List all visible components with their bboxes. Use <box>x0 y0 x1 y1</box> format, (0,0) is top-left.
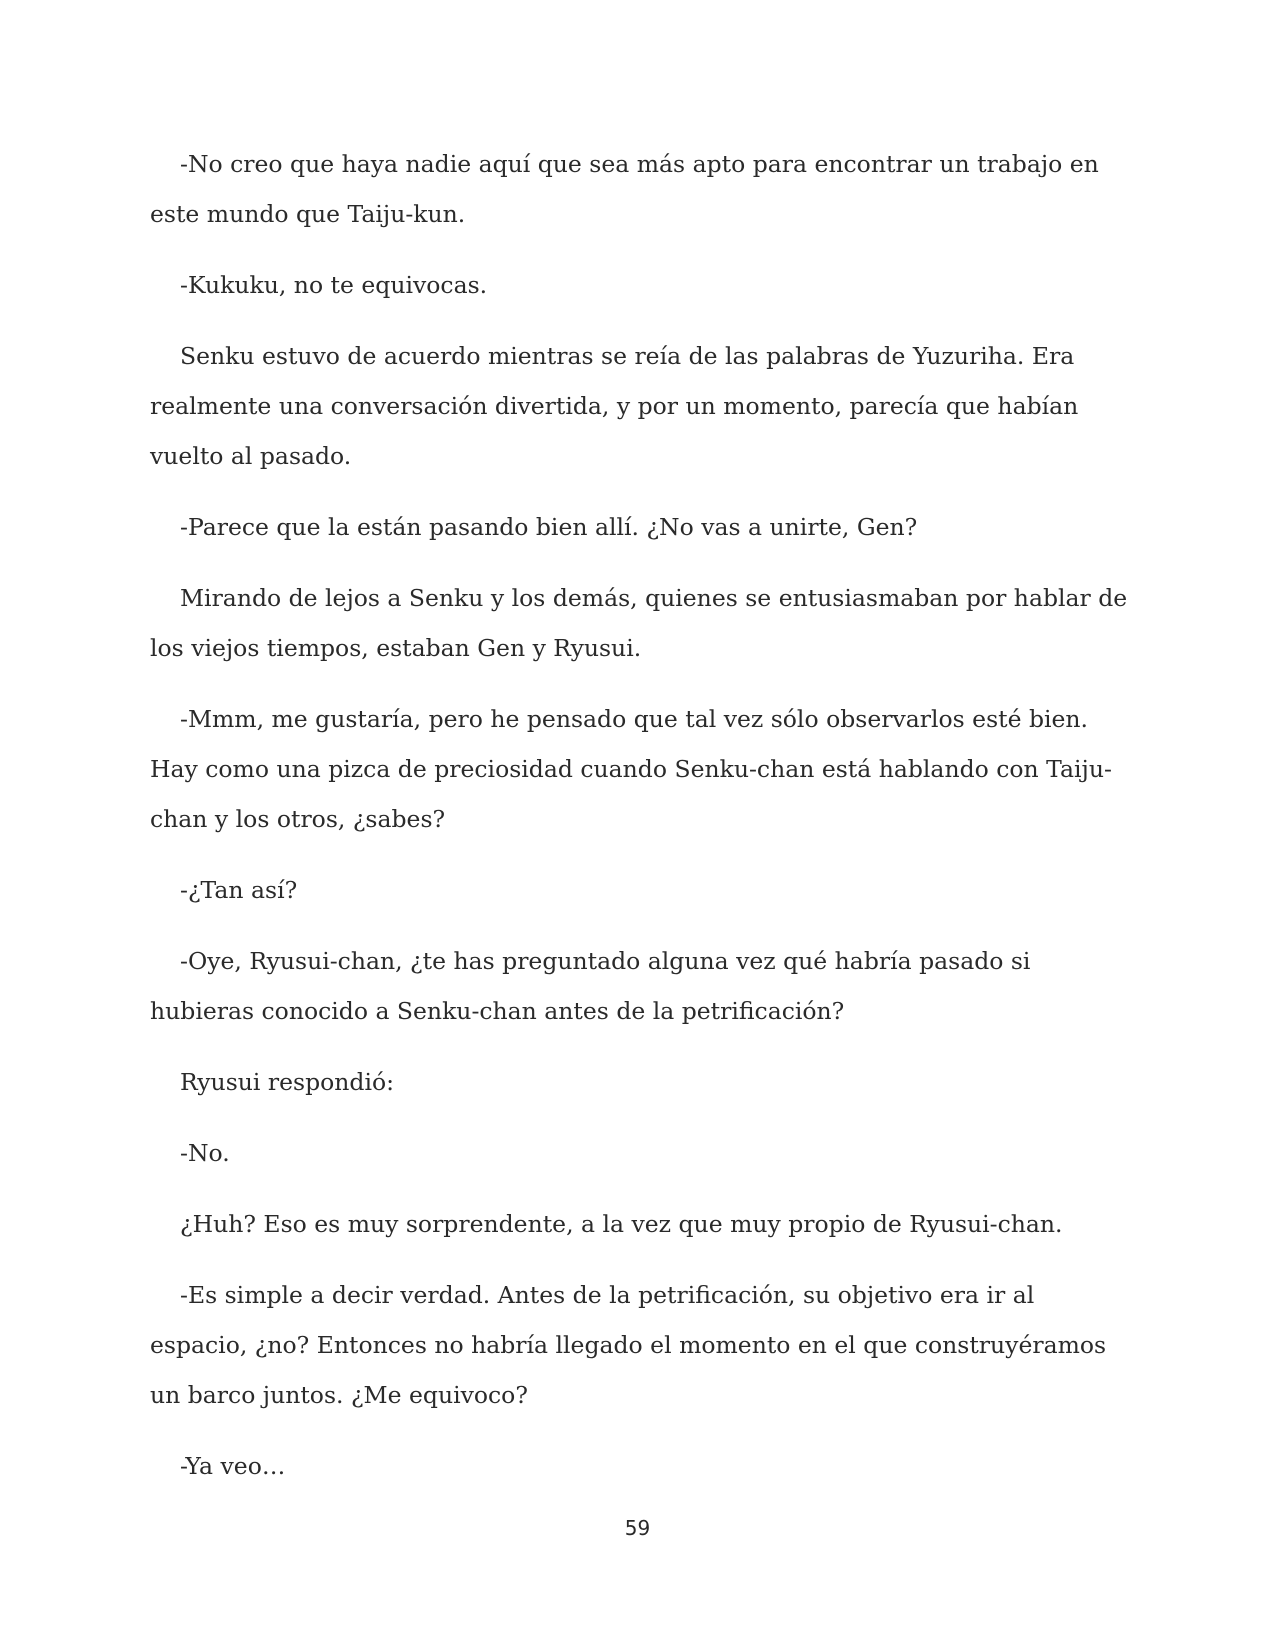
paragraph-3: Senku estuvo de acuerdo mientras se reía de las palabras de Yuzuriha. Era realmente una conversación divertida, y por un momento, parecía que habían vuelto al pasado. <box>150 342 1079 470</box>
paragraph-10: -No. <box>180 1139 230 1167</box>
paragraph-6: -Mmm, me gustaría, pero he pensado que tal vez sólo observarlos esté bien. Hay como una pizca de preciosidad cuando Senku-chan está hablando con Taiju-chan y los otros, ¿sabes? <box>150 705 1112 833</box>
paragraph-4: -Parece que la están pasando bien allí. ¿No vas a unirte, Gen? <box>180 513 918 541</box>
paragraph-9: Ryusui respondió: <box>180 1068 395 1096</box>
page-number: 59 <box>624 1516 651 1540</box>
paragraph-13: -Ya veo… <box>180 1452 286 1480</box>
paragraph-7: -¿Tan así? <box>180 876 298 904</box>
paragraph-2: -Kukuku, no te equivocas. <box>180 271 488 299</box>
paragraph-11: ¿Huh? Eso es muy sorprendente, a la vez que muy propio de Ryusui-chan. <box>180 1210 1063 1238</box>
paragraph-12: -Es simple a decir verdad. Antes de la petrificación, su objetivo era ir al espacio, ¿no? Entonces no habría llegado el momento en el que construyéramos un barco juntos. ¿Me equivoco? <box>150 1281 1107 1409</box>
paragraph-5: Mirando de lejos a Senku y los demás, quienes se entusiasmaban por hablar de los viejos tiempos, estaban Gen y Ryusui. <box>150 584 1128 662</box>
paragraph-1: -No creo que haya nadie aquí que sea más apto para encontrar un trabajo en este mundo que Taiju-kun. <box>150 150 1099 228</box>
paragraph-8: -Oye, Ryusui-chan, ¿te has preguntado alguna vez qué habría pasado si hubieras conocido a Senku-chan antes de la petrificación? <box>150 947 1031 1025</box>
body-text <box>150 139 1130 1512</box>
